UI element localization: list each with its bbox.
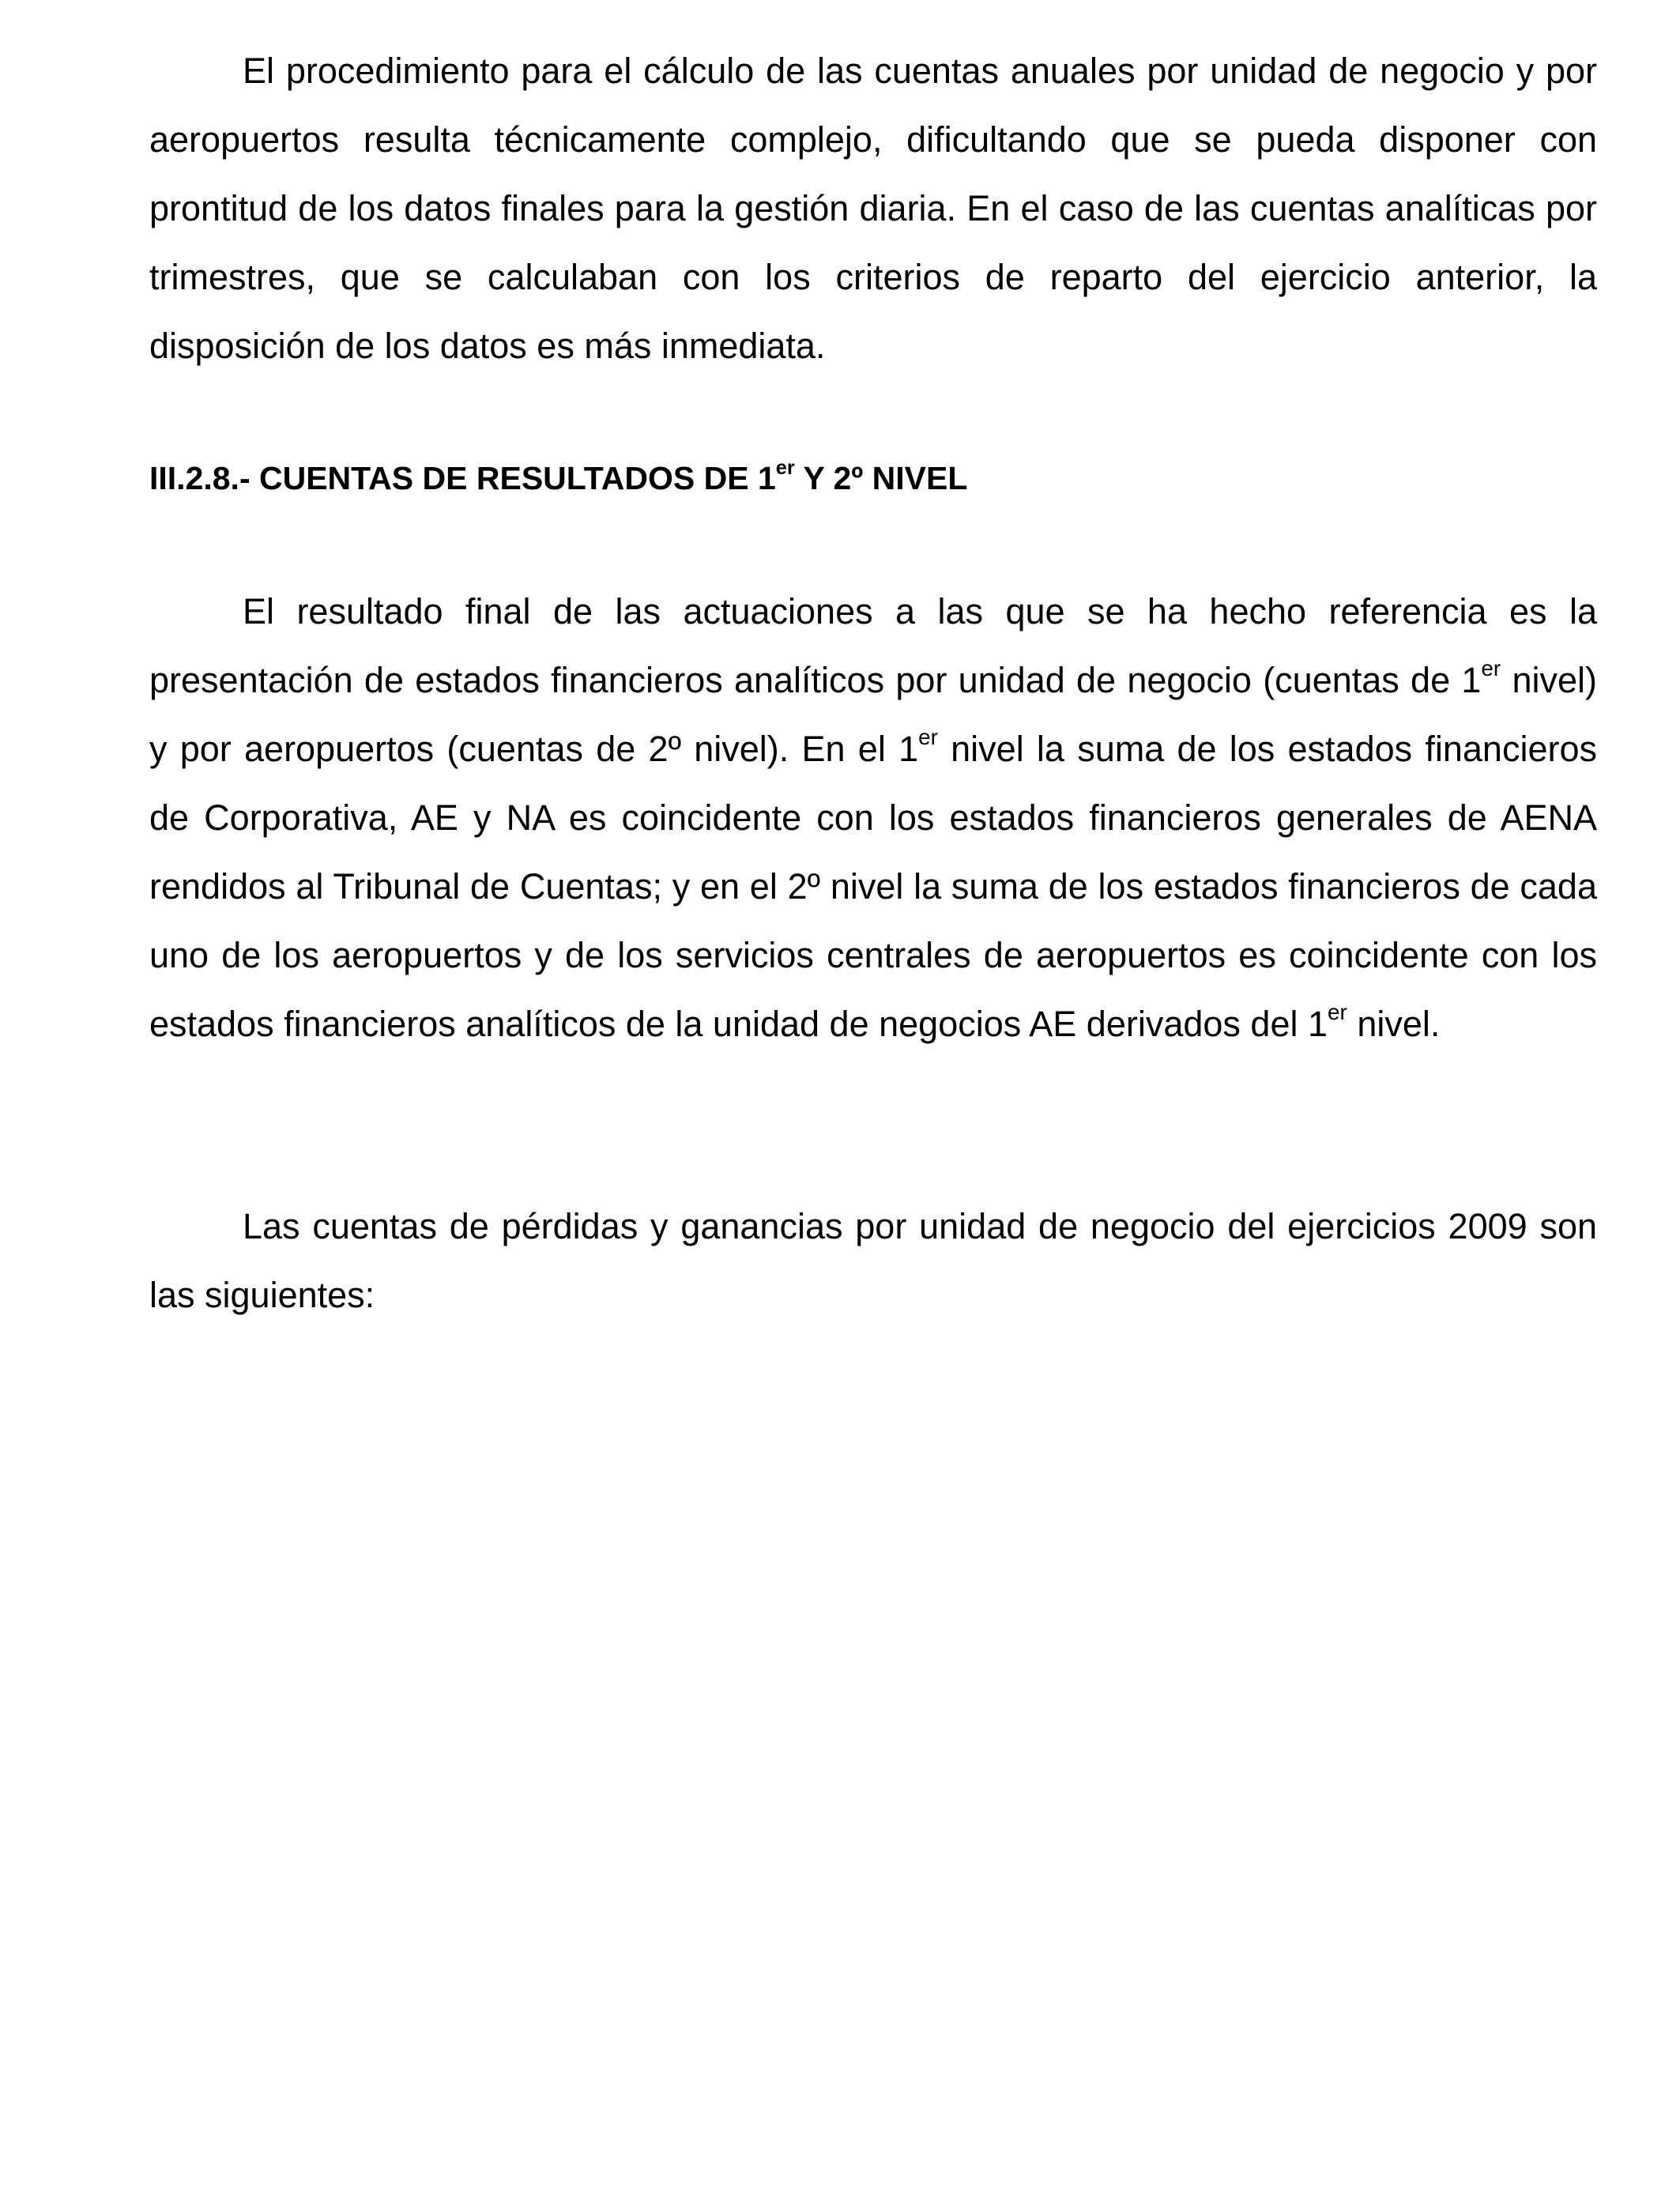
results-text-1: El resultado final de las actuaciones a las que se ha hecho referencia es la presentación de estados financieros analíticos por unidad de negocio (cuentas de 1 (149, 591, 1597, 700)
results-text-2: nivel) y por aeropuertos (cuentas de 2º nivel). En el 1 (149, 660, 1597, 769)
section-heading (149, 450, 967, 506)
results-superscript-1: er (1481, 656, 1501, 681)
paragraph-procedure: El procedimiento para el cálculo de las cuentas anuales por unidad de negocio y por aeropuertos resulta técnicamente complejo, dificultando que se pueda disponer con prontitud de los datos finales para la gestión diaria. En el caso de las cuentas analíticas por trimestres, que se calculaban con los criterios de reparto del ejercicio anterior, la disposición de los datos es más inmediata. (149, 51, 1597, 366)
results-superscript-3: er (1328, 1000, 1347, 1025)
heading-superscript: er (775, 456, 795, 479)
results-text-4: nivel. (1347, 1004, 1441, 1044)
results-text-3: nivel la suma de los estados financieros de Corporativa, AE y NA es coincidente con los estados financieros generales de AENA rendidos al Tribunal de Cuentas; y en el 2º nivel la suma de los estados financieros de cada uno de los aeropuertos y de los servicios centrales de aeropuertos es coincidente con los estados financieros analíticos de la unidad de negocios AE derivados del 1 (149, 729, 1597, 1044)
paragraph-pyg-intro: Las cuentas de pérdidas y ganancias por unidad de negocio del ejercicios 2009 son las siguientes: (149, 1206, 1597, 1315)
heading-prefix: III.2.8.- CUENTAS DE RESULTADOS DE 1 (149, 460, 776, 496)
heading-suffix: Y 2º NIVEL (794, 460, 968, 496)
paragraph-results (149, 577, 1597, 1058)
results-superscript-2: er (918, 725, 938, 750)
